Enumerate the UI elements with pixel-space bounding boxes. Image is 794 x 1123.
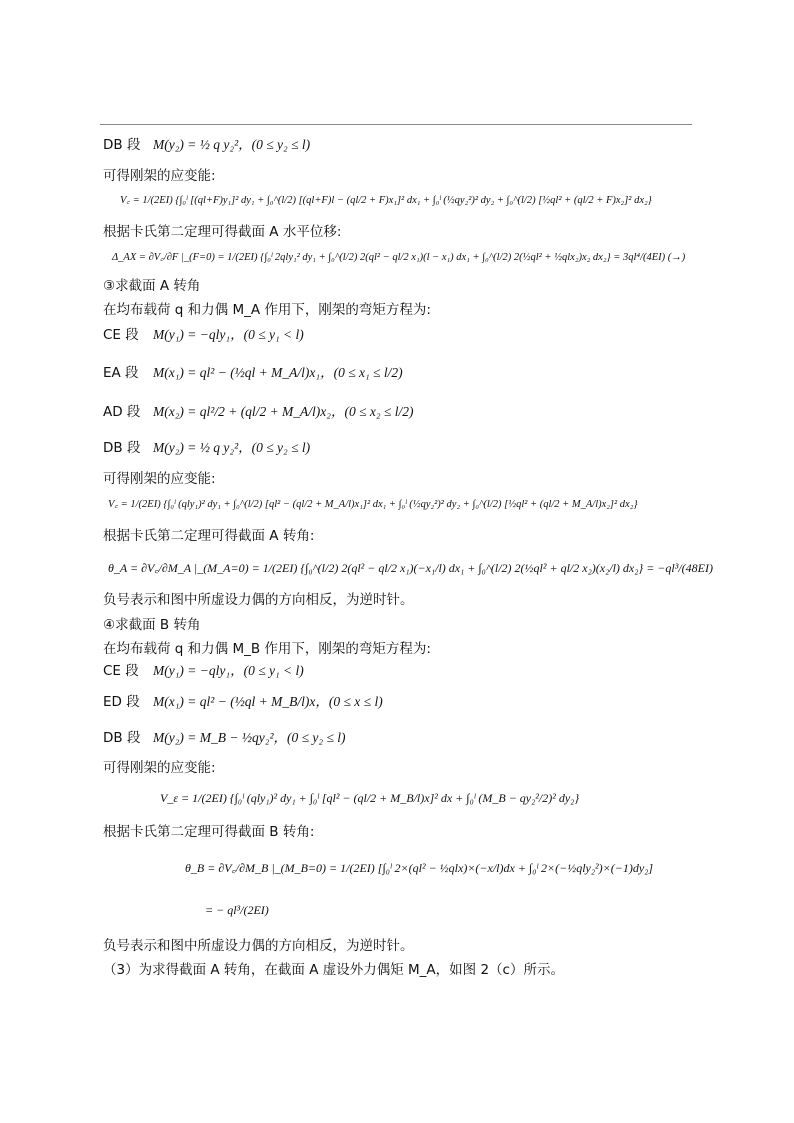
- header-rule: [100, 124, 692, 125]
- strain-energy-formula-3: V_ε = 1/(2EI) {∫₀ˡ (qly₁)² dy₁ + ∫₀ˡ [ql² − (ql/2 + M_B/l)x]² dx + ∫₀ˡ (M_B − qy₂²/2)² dy₂}: [160, 791, 580, 805]
- horizontal-displacement-formula: Δ_AX = ∂V꜀/∂F |_(F=0) = 1/(2EI) {∫₀ˡ 2qly₁² dy₁ + ∫₀^(l/2) 2(ql² − ql/2 x₁)(l − x₁) dx₁ + ∫₀^(l/2) 2(½ql² + ½qlx₂)x₂ dx₂} = 3ql⁴/(4EI) (→): [112, 252, 686, 263]
- strain-energy-formula-2: V꜀ = 1/(2EI) {∫₀ˡ (qly₁)² dy₁ + ∫₀^(l/2) [ql² − (ql/2 + M_A/l)x₁]² dx₁ + ∫₀ˡ (½qy₂²)² dy₂ + ∫₀^(l/2) [½ql² + (ql/2 + M_A/l)x₂]² dx₂}: [108, 499, 638, 510]
- strain-energy-formula-1: V꜀ = 1/(2EI) {∫₀ˡ [(ql+F)y₁]² dy₁ + ∫₀^(l/2) [(ql+F)l − (ql/2 + F)x₁]² dx₁ + ∫₀ˡ (½qy₂²)² dy₂ + ∫₀^(l/2) [½ql² + (ql/2 + F)x₂]² dx₂}: [120, 195, 652, 206]
- section-b-rotation-title: ④求截面 B 转角: [103, 617, 201, 633]
- castigliano-heading-a: 根据卡氏第二定理可得截面 A 转角:: [103, 528, 315, 544]
- ad-segment-eq: AD 段 M(x₂) = ql²/2 + (ql/2 + M_A/l)x₂，(0 ≤ x₂ ≤ l/2): [103, 404, 414, 420]
- ce-segment-eq-a: CE 段 M(y₁) = −qly₁，(0 ≤ y₁ < l): [103, 327, 304, 343]
- db-segment-eq-3: DB 段 M(y₂) = M_B − ½qy₂²，(0 ≤ y₂ ≤ l): [103, 730, 346, 746]
- sign-note-b: 负号表示和图中所虚设力偶的方向相反，为逆时针。: [103, 938, 414, 954]
- moment-equations-intro-b: 在均布载荷 q 和力偶 M_B 作用下，刚架的弯矩方程为:: [103, 641, 431, 657]
- castigliano-heading-displacement: 根据卡氏第二定理可得截面 A 水平位移:: [103, 224, 342, 240]
- db-segment-eq-1: DB 段 M(y₂) = ½ q y₂²，(0 ≤ y₂ ≤ l): [103, 137, 311, 153]
- ed-segment-eq: ED 段 M(x₁) = ql² − (½ql + M_B/l)x，(0 ≤ x ≤ l): [103, 694, 383, 710]
- ce-segment-eq-b: CE 段 M(y₁) = −qly₁，(0 ≤ y₁ < l): [103, 663, 304, 679]
- rotation-b-formula: θ_B = ∂V꜀/∂M_B |_(M_B=0) = 1/(2EI) [∫₀ˡ 2×(ql² − ½qlx)×(−x/l)dx + ∫₀ˡ 2×(−½qly₂²)×(−1)dy₂]: [185, 861, 654, 875]
- sign-note-a: 负号表示和图中所虚设力偶的方向相反，为逆时针。: [103, 592, 414, 608]
- strain-energy-heading-1: 可得刚架的应变能:: [103, 168, 216, 184]
- moment-equations-intro-a: 在均布载荷 q 和力偶 M_A 作用下，刚架的弯矩方程为:: [103, 302, 431, 318]
- section-a-rotation-title: ③求截面 A 转角: [103, 278, 201, 294]
- rotation-a-formula: θ_A = ∂V꜀/∂M_A |_(M_A=0) = 1/(2EI) {∫₀^(l/2) 2(ql² − ql/2 x₁)(−x₁/l) dx₁ + ∫₀^(l/2) 2(½ql² + ql/2 x₂)(x₂/l) dx₂} = −ql³/(48EI): [108, 561, 713, 575]
- rotation-b-result: = − ql³/(2EI): [205, 903, 269, 917]
- db-segment-eq-2: DB 段 M(y₂) = ½ q y₂²，(0 ≤ y₂ ≤ l): [103, 440, 311, 456]
- part-3-statement: （3）为求得截面 A 转角，在截面 A 虚设外力偶矩 M_A，如图 2（c）所示。: [103, 962, 564, 978]
- strain-energy-heading-2: 可得刚架的应变能:: [103, 471, 216, 487]
- castigliano-heading-b: 根据卡氏第二定理可得截面 B 转角:: [103, 824, 315, 840]
- ea-segment-eq: EA 段 M(x₁) = ql² − (½ql + M_A/l)x₁，(0 ≤ x₁ ≤ l/2): [103, 365, 403, 381]
- strain-energy-heading-3: 可得刚架的应变能:: [103, 760, 216, 776]
